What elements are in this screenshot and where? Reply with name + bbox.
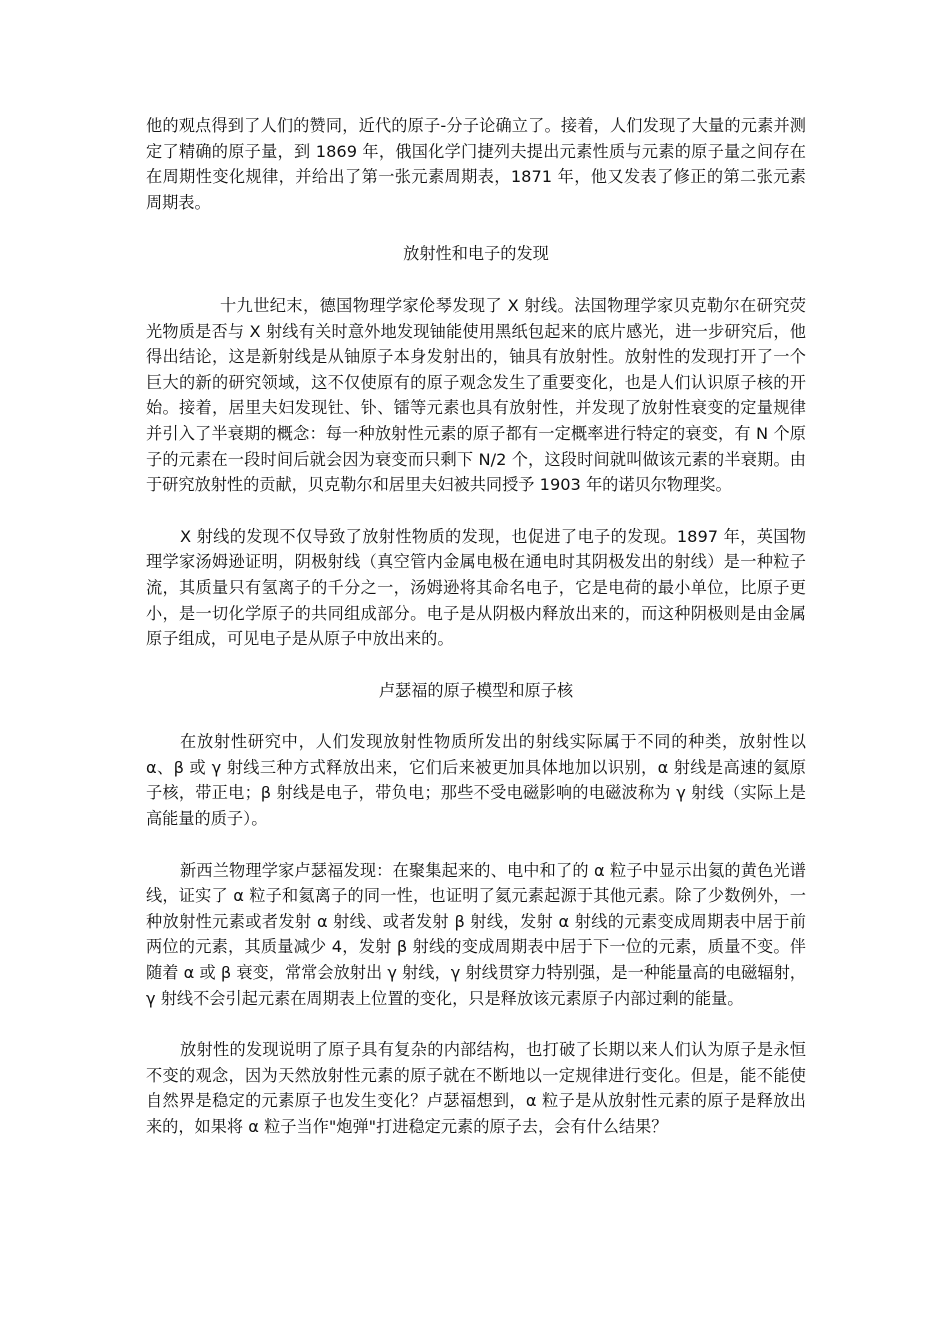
document-body xyxy=(146,113,806,1166)
paragraph-structure: 放射性的发现说明了原子具有复杂的内部结构，也打破了长期以来人们认为原子是永恒不变的观念，因为天然放射性元素的原子就在不断地以一定规律进行变化。但是，能不能使自然界是稳定的元素原子也发生变化？卢瑟福想到，α 粒子是从放射性元素的原子是释放出来的，如果将 α 粒子当作"炮弹"打进稳定元素的原子去，会有什么结果？ xyxy=(146,1040,806,1136)
paragraph-xray: 十九世纪末，德国物理学家伦琴发现了 X 射线。法国物理学家贝克勒尔在研究荧光物质是否与 X 射线有关时意外地发现铀能使用黑纸包起来的底片感光，进一步研究后，他得出结论，这是新射线是从铀原子本身发射出的，铀具有放射性。放射性的发现打开了一个巨大的新的研究领域，这不仅使原有的原子观念发生了重要变化，也是人们认识原子核的开始。接着，居里夫妇发现钍、钋、镭等元素也具有放射性，并发现了放射性衰变的定量规律并引入了半衰期的概念：每一种放射性元素的原子都有一定概率进行特定的衰变，有 N 个原子的元素在一段时间后就会因为衰变而只剩下 N/2 个，这段时间就叫做该元素的半衰期。由于研究放射性的贡献，贝克勒尔和居里夫妇被共同授予 1903 年的诺贝尔物理奖。 xyxy=(146,295,806,495)
paragraph-rays: 在放射性研究中，人们发现放射性物质所发出的射线实际属于不同的种类，放射性以 α、β 或 γ 射线三种方式释放出来，它们后来被更加具体地加以识别，α 射线是高速的氦原子核，带正电；β 射线是电子，带负电；那些不受电磁影响的电磁波称为 γ 射线（实际上是高能量的质子）。 xyxy=(146,732,806,829)
paragraph-intro: 他的观点得到了人们的赞同，近代的原子-分子论确立了。接着，人们发现了大量的元素并测定了精确的原子量，到 1869 年，俄国化学门捷列夫提出元素性质与元素的原子量之间存在在周期性变化规律，并给出了第一张元素周期表，1871 年，他又发表了修正的第二张元素周期表。 xyxy=(146,116,806,212)
section-heading-rutherford: 卢瑟福的原子模型和原子核 xyxy=(378,680,574,700)
paragraph-electron: X 射线的发现不仅导致了放射性物质的发现，也促进了电子的发现。1897 年，英国物理学家汤姆逊证明，阴极射线（真空管内金属电极在通电时其阴极发出的射线）是一种粒子流，其质量只有氢离子的千分之一，汤姆逊将其命名电子，它是电荷的最小单位，比原子更小，是一切化学原子的共同组成部分。电子是从阴极内释放出来的，而这种阴极则是由金属原子组成，可见电子是从原子中放出来的。 xyxy=(146,526,806,649)
paragraph-rutherford: 新西兰物理学家卢瑟福发现：在聚集起来的、电中和了的 α 粒子中显示出氦的黄色光谱线，证实了 α 粒子和氦离子的同一性，也证明了氦元素起源于其他元素。除了少数例外，一种放射性元素或者发射 α 射线、或者发射 β 射线，发射 α 射线的元素变成周期表中居于前两位的元素，其质量减少 4，发射 β 射线的变成周期表中居于下一位的元素，质量不变。伴随着 α 或 β 衰变，常常会放射出 γ 射线，γ 射线贯穿力特别强，是一种能量高的电磁辐射，γ 射线不会引起元素在周期表上位置的变化，只是释放该元素原子内部过剩的能量。 xyxy=(146,860,806,1008)
section-heading-radioactivity: 放射性和电子的发现 xyxy=(403,244,549,264)
